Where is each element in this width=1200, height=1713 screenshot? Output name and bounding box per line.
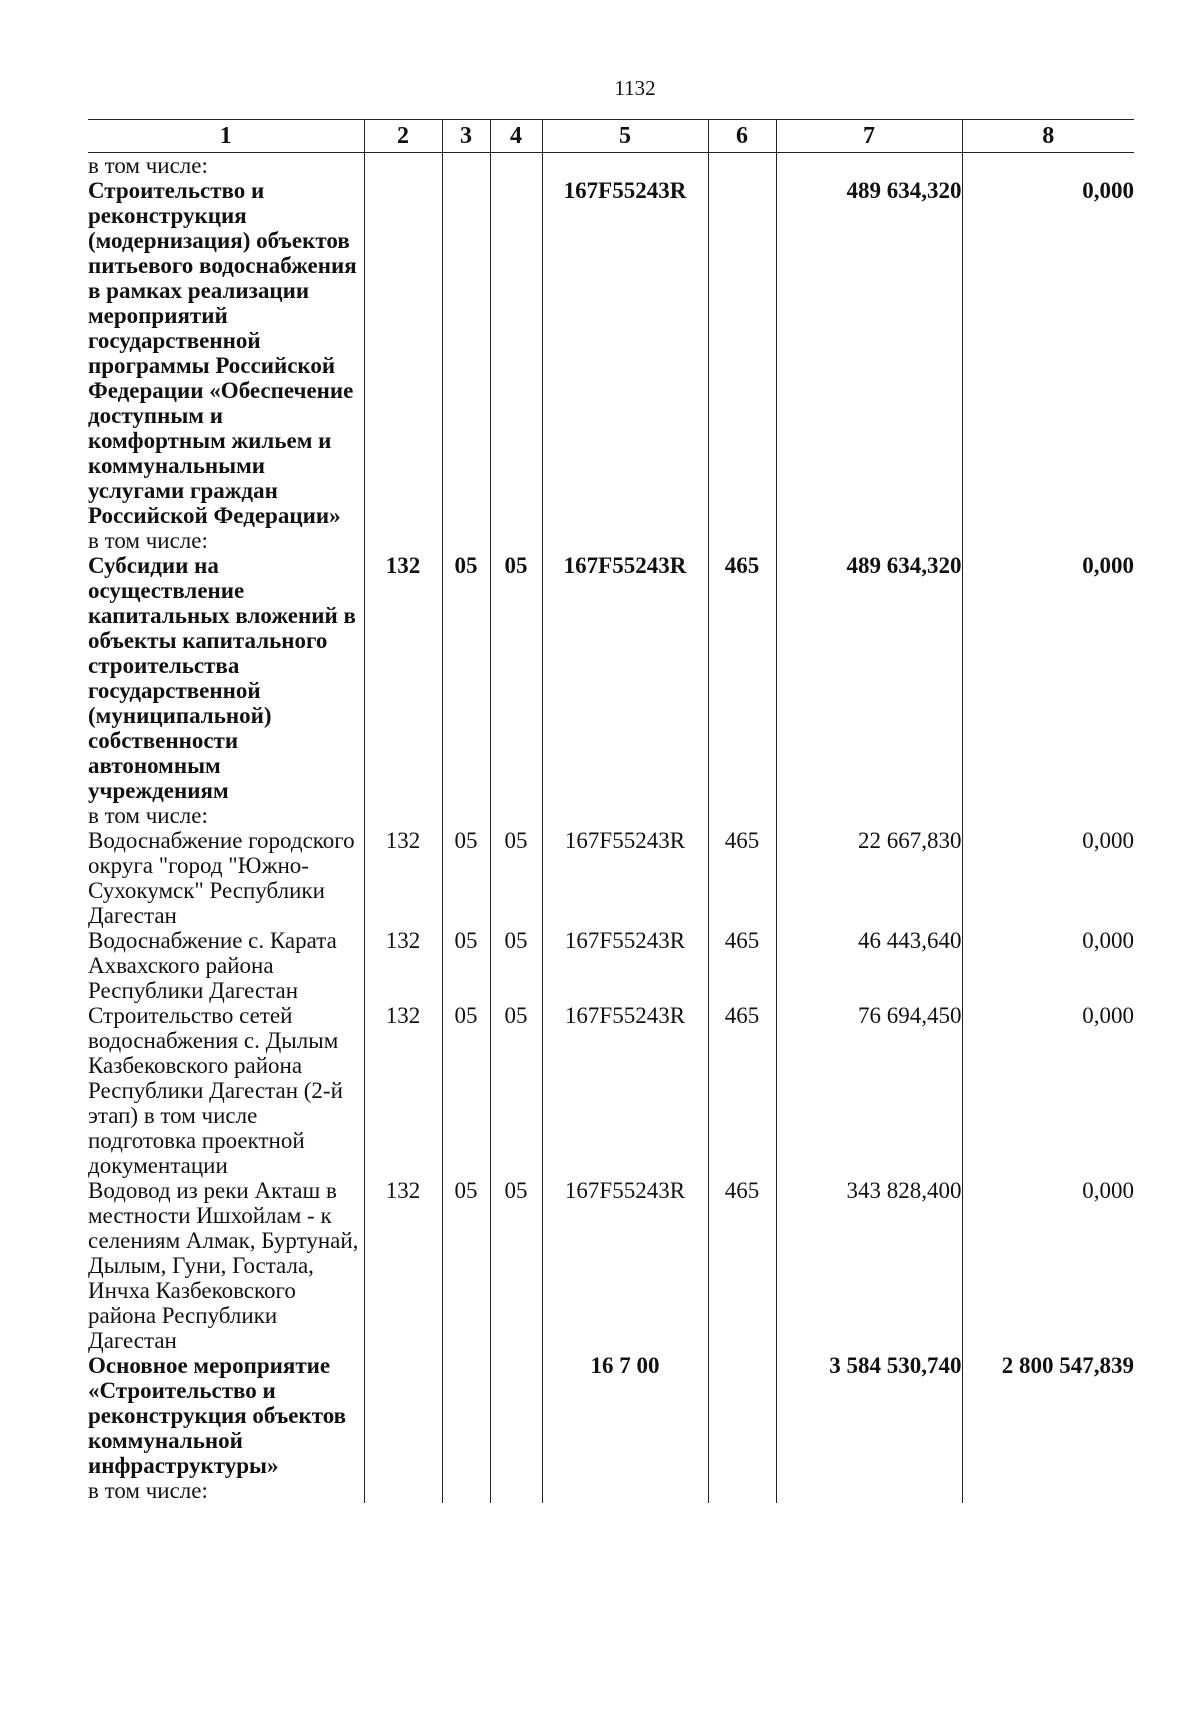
row-code-6: 465 — [708, 1003, 776, 1178]
row-code-5: 167F55243R — [542, 928, 708, 1003]
row-code-2: 132 — [364, 1003, 442, 1178]
row-code-3: 05 — [442, 1178, 490, 1353]
row-code-5: 167F55243R — [542, 178, 708, 528]
row-name: Строительство сетей водоснабжения с. Дылым Казбековского района Республики Дагестан (2-й этап) в том числе подготовка проектной документации — [88, 1003, 343, 1178]
page-number: 1132 — [614, 76, 656, 100]
table-header — [88, 120, 1134, 153]
row-amount-8 — [962, 803, 1134, 828]
row-name: Основное мероприятие «Строительство и реконструкция объектов коммунальной инфраструктуры» — [88, 1353, 347, 1478]
row-code-6 — [708, 153, 776, 179]
row-amount-8 — [962, 153, 1134, 179]
table-row — [88, 828, 1134, 928]
row-code-4: 05 — [490, 1003, 542, 1178]
row-code-3 — [442, 803, 490, 828]
budget-table — [88, 119, 1134, 1503]
row-name: Водоснабжение с. Карата Ахвахского района Республики Дагестан — [88, 928, 337, 1003]
column-header-3: 3 — [442, 120, 490, 153]
row-code-4: 05 — [490, 928, 542, 1003]
table-body — [88, 153, 1134, 1504]
row-amount-8 — [962, 1478, 1134, 1503]
row-code-2 — [364, 178, 442, 528]
row-name: Субсидии на осуществление капитальных вложений в объекты капитального строительства государственной (муниципальной) собственности автономным учреждениям — [88, 553, 356, 803]
row-amount-8: 0,000 — [962, 828, 1134, 928]
row-code-4 — [490, 1353, 542, 1478]
table-row — [88, 803, 1134, 828]
row-name: в том числе: — [88, 528, 208, 553]
row-code-2 — [364, 528, 442, 553]
row-amount-7 — [776, 803, 962, 828]
row-code-2: 132 — [364, 928, 442, 1003]
row-code-3 — [442, 1478, 490, 1503]
table-row — [88, 1478, 1134, 1503]
column-header-6: 6 — [708, 120, 776, 153]
table-row — [88, 1353, 1134, 1478]
row-code-4: 05 — [490, 828, 542, 928]
row-amount-7 — [776, 153, 962, 179]
row-name: в том числе: — [88, 153, 208, 178]
row-amount-7 — [776, 528, 962, 553]
table-row — [88, 528, 1134, 553]
row-amount-8: 2 800 547,839 — [962, 1353, 1134, 1478]
row-code-6 — [708, 178, 776, 528]
row-code-3 — [442, 528, 490, 553]
row-code-5: 167F55243R — [542, 1003, 708, 1178]
row-code-5: 167F55243R — [542, 828, 708, 928]
column-header-1: 1 — [88, 120, 364, 153]
row-code-2 — [364, 1353, 442, 1478]
row-amount-8: 0,000 — [962, 1178, 1134, 1353]
row-code-4 — [490, 153, 542, 179]
row-name: Водоснабжение городского округа "город "Южно- Сухокумск" Республики Дагестан — [88, 828, 355, 928]
row-code-5 — [542, 803, 708, 828]
row-amount-7 — [776, 1478, 962, 1503]
row-code-3 — [442, 1353, 490, 1478]
row-code-6: 465 — [708, 553, 776, 803]
column-header-2: 2 — [364, 120, 442, 153]
row-code-4: 05 — [490, 553, 542, 803]
row-code-3: 05 — [442, 828, 490, 928]
row-code-6: 465 — [708, 1178, 776, 1353]
row-amount-7: 22 667,830 — [776, 828, 962, 928]
row-amount-8: 0,000 — [962, 1003, 1134, 1178]
column-header-5: 5 — [542, 120, 708, 153]
table-row — [88, 153, 1134, 179]
row-code-4 — [490, 1478, 542, 1503]
row-code-5: 16 7 00 — [542, 1353, 708, 1478]
row-code-4 — [490, 528, 542, 553]
row-code-3: 05 — [442, 928, 490, 1003]
row-code-4 — [490, 803, 542, 828]
table-row — [88, 553, 1134, 803]
row-code-6: 465 — [708, 828, 776, 928]
column-header-8: 8 — [962, 120, 1134, 153]
row-name: Водовод из реки Акташ в местности Ишхойлам - к селениям Алмак, Буртунай, Дылым, Гуни, Гостала, Инчха Казбековского района Республики Дагестан — [88, 1178, 359, 1353]
row-name: в том числе: — [88, 803, 208, 828]
row-code-2: 132 — [364, 828, 442, 928]
row-amount-8: 0,000 — [962, 928, 1134, 1003]
row-amount-7: 76 694,450 — [776, 1003, 962, 1178]
row-amount-7: 46 443,640 — [776, 928, 962, 1003]
row-code-5 — [542, 1478, 708, 1503]
row-code-4 — [490, 178, 542, 528]
row-amount-7: 489 634,320 — [776, 553, 962, 803]
column-header-7: 7 — [776, 120, 962, 153]
row-amount-7: 3 584 530,740 — [776, 1353, 962, 1478]
row-amount-7: 489 634,320 — [776, 178, 962, 528]
row-name: Строительство и реконструкция (модернизация) объектов питьевого водоснабжения в рамках реализации мероприятий государственной программы Российской Федерации «Обеспечение доступным и комфортным жильем и коммунальными услугами граждан Российской Федерации» — [88, 178, 357, 528]
table-row — [88, 178, 1134, 528]
row-code-2: 132 — [364, 553, 442, 803]
row-code-2: 132 — [364, 1178, 442, 1353]
row-code-5 — [542, 153, 708, 179]
row-amount-8: 0,000 — [962, 553, 1134, 803]
row-amount-7: 343 828,400 — [776, 1178, 962, 1353]
row-name: в том числе: — [88, 1478, 208, 1503]
row-code-6 — [708, 528, 776, 553]
row-code-5: 167F55243R — [542, 1178, 708, 1353]
row-amount-8 — [962, 528, 1134, 553]
column-header-4: 4 — [490, 120, 542, 153]
row-code-3 — [442, 153, 490, 179]
row-code-6 — [708, 1353, 776, 1478]
row-code-6: 465 — [708, 928, 776, 1003]
table-row — [88, 1178, 1134, 1353]
row-code-3 — [442, 178, 490, 528]
table-row — [88, 1003, 1134, 1178]
row-code-2 — [364, 1478, 442, 1503]
row-amount-8: 0,000 — [962, 178, 1134, 528]
row-code-6 — [708, 803, 776, 828]
row-code-5: 167F55243R — [542, 553, 708, 803]
row-code-4: 05 — [490, 1178, 542, 1353]
header-row — [88, 120, 1134, 153]
row-code-2 — [364, 153, 442, 179]
row-code-2 — [364, 803, 442, 828]
row-code-5 — [542, 528, 708, 553]
row-code-6 — [708, 1478, 776, 1503]
table-row — [88, 928, 1134, 1003]
row-code-3: 05 — [442, 1003, 490, 1178]
row-code-3: 05 — [442, 553, 490, 803]
